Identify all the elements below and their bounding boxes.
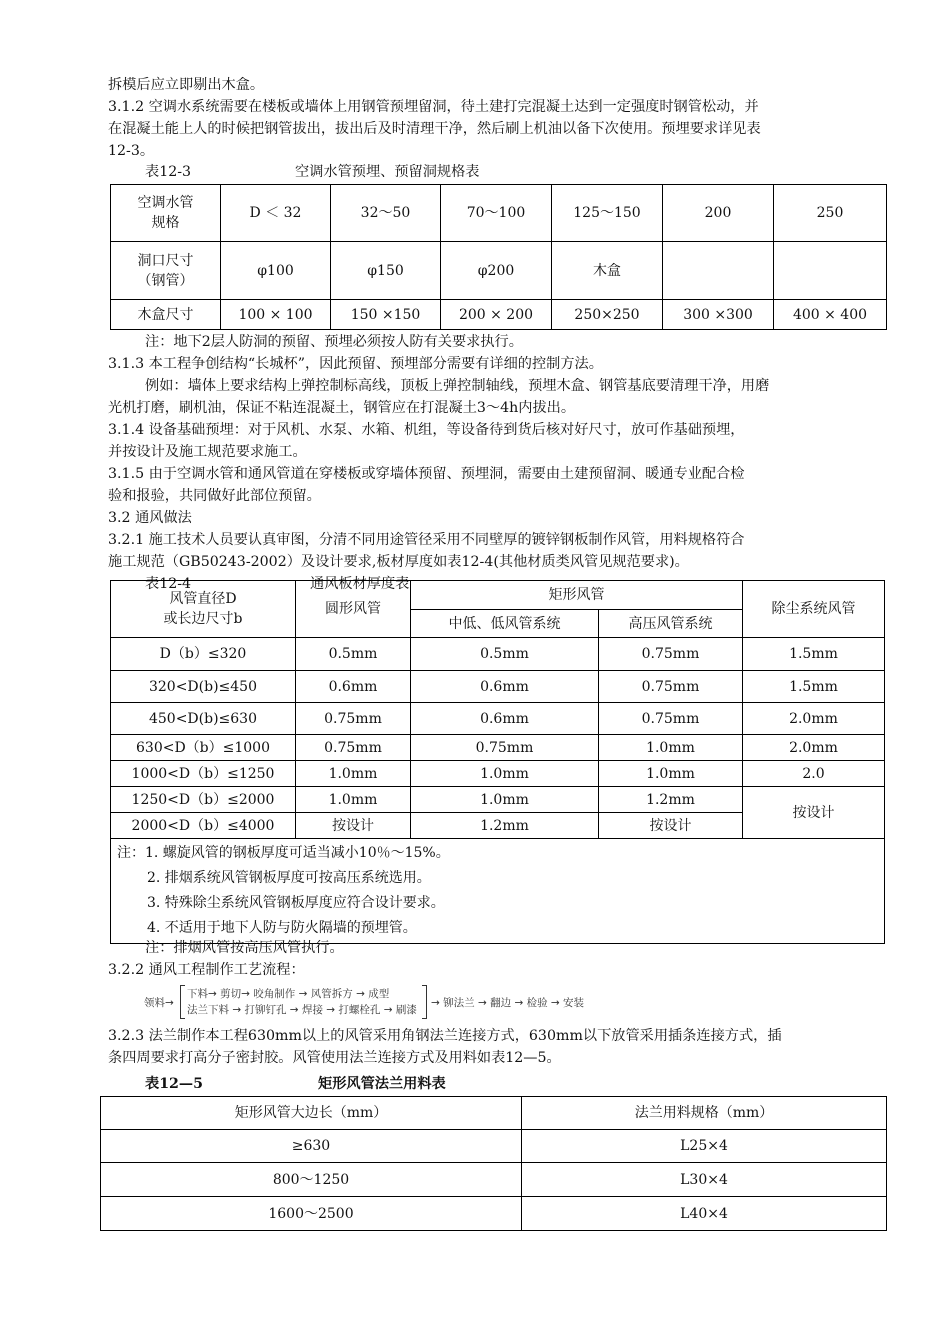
table-cell: L40×4 — [522, 1197, 887, 1231]
table-cell: 2.0mm — [743, 735, 885, 761]
table-cell: 2.0 — [743, 761, 885, 787]
table-cell: 1.0mm — [411, 761, 599, 787]
table-cell: D ＜ 32 — [221, 185, 331, 242]
flow-bracket-right — [422, 985, 427, 1019]
table-number: 表12—5 — [145, 1076, 203, 1092]
paragraph: 施工规范（GB50243-2002）及设计要求,板材厚度如表12-4(其他材质类风管见规范要求)。 — [108, 554, 689, 570]
paragraph: 并按设计及施工规范要求施工。 — [108, 444, 307, 460]
table-header-cell: 矩形风管大边长（mm） — [101, 1097, 522, 1130]
table-cell: 1.0mm — [411, 787, 599, 813]
table-cell: 320<D(b)≤450 — [111, 671, 296, 703]
paragraph: 例如：墙体上要求结构上弹控制标高线，顶板上弹控制轴线，预埋木盒、钢管基底要清理干净，用磨 — [145, 378, 770, 394]
table-cell: 250 — [774, 185, 887, 242]
note-line: 注：1. 螺旋风管的钢板厚度可适当减小10％～15%。 — [117, 845, 450, 861]
table-cell: 150 ×150 — [331, 300, 441, 330]
paragraph: 验和报验，共同做好此部位预留。 — [108, 488, 321, 504]
table-cell: 1.0mm — [599, 735, 743, 761]
table-12-3 — [110, 184, 887, 330]
table-cell: 0.75mm — [296, 735, 411, 761]
table-header-cell: 中低、低风管系统 — [411, 610, 599, 638]
note: 注：地下2层人防洞的预留、预埋必须按人防有关要求执行。 — [145, 334, 523, 350]
paragraph: 3.2.1 施工技术人员要认真审图，分清不同用途管径采用不同壁厚的镀锌钢板制作风管，用料规格符合 — [108, 532, 745, 548]
paragraph: 3.1.3 本工程争创结构“长城杯”，因此预留、预埋部分需要有详细的控制方法。 — [108, 356, 603, 372]
table-cell: 0.75mm — [599, 703, 743, 735]
table-cell: φ100 — [221, 242, 331, 300]
table-cell: 木盒 — [552, 242, 663, 300]
paragraph: 光机打磨，刷机油，保证不粘连混凝土，钢管应在打混凝土3～4h内拔出。 — [108, 400, 576, 416]
table-header-cell: 高压风管系统 — [599, 610, 743, 638]
table-notes — [111, 839, 885, 944]
table-cell — [774, 242, 887, 300]
table-cell: 1.0mm — [296, 761, 411, 787]
table-cell: 2.0mm — [743, 703, 885, 735]
paragraph: 3.1.4 设备基础预埋：对于风机、水泵、水箱、机组，等设备待到货后核对好尺寸，放可作基础预埋， — [108, 422, 745, 438]
table-title: 通风板材厚度表 — [310, 576, 410, 592]
paragraph: 3.1.5 由于空调水管和通风管道在穿楼板或穿墙体预留、预埋洞，需要由土建预留洞、暖通专业配合检 — [108, 466, 745, 482]
table-cell: 630<D（b）≤1000 — [111, 735, 296, 761]
table-cell: 0.6mm — [411, 703, 599, 735]
table-cell: 200 × 200 — [441, 300, 552, 330]
table-cell: 1250<D（b）≤2000 — [111, 787, 296, 813]
table-cell: 1.0mm — [599, 761, 743, 787]
paragraph: 3.2.2 通风工程制作工艺流程： — [108, 962, 305, 978]
note: 注：排烟风管按高压风管执行。 — [145, 940, 344, 956]
table-cell: 1.2mm — [599, 787, 743, 813]
table-cell: 0.6mm — [411, 671, 599, 703]
table-cell: 按设计 — [599, 813, 743, 839]
flow-row: 下料→ 剪切→ 咬角制作 → 风管拆方 → 成型 — [187, 988, 390, 1000]
table-number: 表12-4 — [145, 576, 192, 592]
table-cell: 300 ×300 — [663, 300, 774, 330]
table-cell: 按设计 — [296, 813, 411, 839]
table-cell: 0.5mm — [411, 638, 599, 671]
table-cell: 450<D(b)≤630 — [111, 703, 296, 735]
table-cell: 0.75mm — [296, 703, 411, 735]
paragraph: 3.2.3 法兰制作本工程630mm以上的风管采用角钢法兰连接方式，630mm以下放管采用插条连接方式，插 — [108, 1028, 782, 1044]
note-line: 3. 特殊除尘系统风管钢板厚度应符合设计要求。 — [147, 895, 445, 911]
table-cell: ≥630 — [101, 1130, 522, 1163]
table-cell: 250×250 — [552, 300, 663, 330]
table-cell: 1.5mm — [743, 638, 885, 671]
paragraph: 在混凝土能上人的时候把钢管拔出，拔出后及时清理干净，然后刷上机油以备下次使用。预埋要求详见表 — [108, 121, 761, 137]
table-cell: 0.75mm — [411, 735, 599, 761]
paragraph: 3.1.2 空调水系统需要在楼板或墙体上用钢管预埋留洞，待土建打完混凝土达到一定强度时钢管松动，并 — [108, 99, 759, 115]
note-line: 2. 排烟系统风管钢板厚度可按高压系统选用。 — [147, 870, 431, 886]
paragraph: 条四周要求打高分子密封胶。风管使用法兰连接方式及用料如表12—5。 — [108, 1050, 561, 1066]
flow-end: → 铆法兰 → 翻边 → 检验 → 安装 — [431, 997, 585, 1009]
table-cell: 1.2mm — [411, 813, 599, 839]
paragraph: 12-3。 — [108, 143, 155, 159]
flow-start: 领料→ — [144, 997, 174, 1009]
table-header-cell: 法兰用料规格（mm） — [522, 1097, 887, 1130]
table-cell: 0.75mm — [599, 638, 743, 671]
table-cell: 1000<D（b）≤1250 — [111, 761, 296, 787]
paragraph: 拆模后应立即剔出木盒。 — [108, 77, 265, 93]
table-header-cell: 除尘系统风管 — [743, 581, 885, 638]
table-cell: L25×4 — [522, 1130, 887, 1163]
table-title: 矩形风管法兰用料表 — [318, 1076, 446, 1092]
table-cell: 200 — [663, 185, 774, 242]
table-cell: 125～150 — [552, 185, 663, 242]
table-cell: 0.6mm — [296, 671, 411, 703]
table-cell: 2000<D（b）≤4000 — [111, 813, 296, 839]
table-cell: 100 × 100 — [221, 300, 331, 330]
section-heading: 3.2 通风做法 — [108, 510, 192, 526]
table-cell: 0.5mm — [296, 638, 411, 671]
table-header-cell: 风管直径D 或长边尺寸b — [111, 581, 296, 638]
table-number: 表12-3 — [145, 164, 192, 180]
flow-bracket-left — [180, 985, 185, 1019]
table-cell: D（b）≤320 — [111, 638, 296, 671]
table-cell: L30×4 — [522, 1163, 887, 1197]
table-12-5 — [100, 1096, 887, 1231]
table-cell: φ200 — [441, 242, 552, 300]
table-cell: 1.5mm — [743, 671, 885, 703]
table-cell: 1.0mm — [296, 787, 411, 813]
table-header-cell: 圆形风管 — [296, 581, 411, 638]
table-cell: 70～100 — [441, 185, 552, 242]
table-cell: 800～1250 — [101, 1163, 522, 1197]
table-header-cell: 矩形风管 — [411, 581, 743, 610]
table-cell: 洞口尺寸 （钢管） — [111, 242, 221, 300]
table-cell: 按设计 — [743, 787, 885, 839]
table-cell: 木盒尺寸 — [111, 300, 221, 330]
table-cell: 空调水管 规格 — [111, 185, 221, 242]
table-cell: 32～50 — [331, 185, 441, 242]
table-cell: φ150 — [331, 242, 441, 300]
flow-row: 法兰下料 → 打铆钉孔 → 焊接 → 打螺栓孔 → 刷漆 — [187, 1004, 417, 1016]
table-title: 空调水管预埋、预留洞规格表 — [295, 164, 480, 180]
table-cell: 1600～2500 — [101, 1197, 522, 1231]
note-line: 4. 不适用于地下人防与防火隔墙的预埋管。 — [147, 920, 417, 936]
table-12-4 — [110, 580, 885, 944]
table-cell — [663, 242, 774, 300]
table-cell: 400 × 400 — [774, 300, 887, 330]
table-cell: 0.75mm — [599, 671, 743, 703]
